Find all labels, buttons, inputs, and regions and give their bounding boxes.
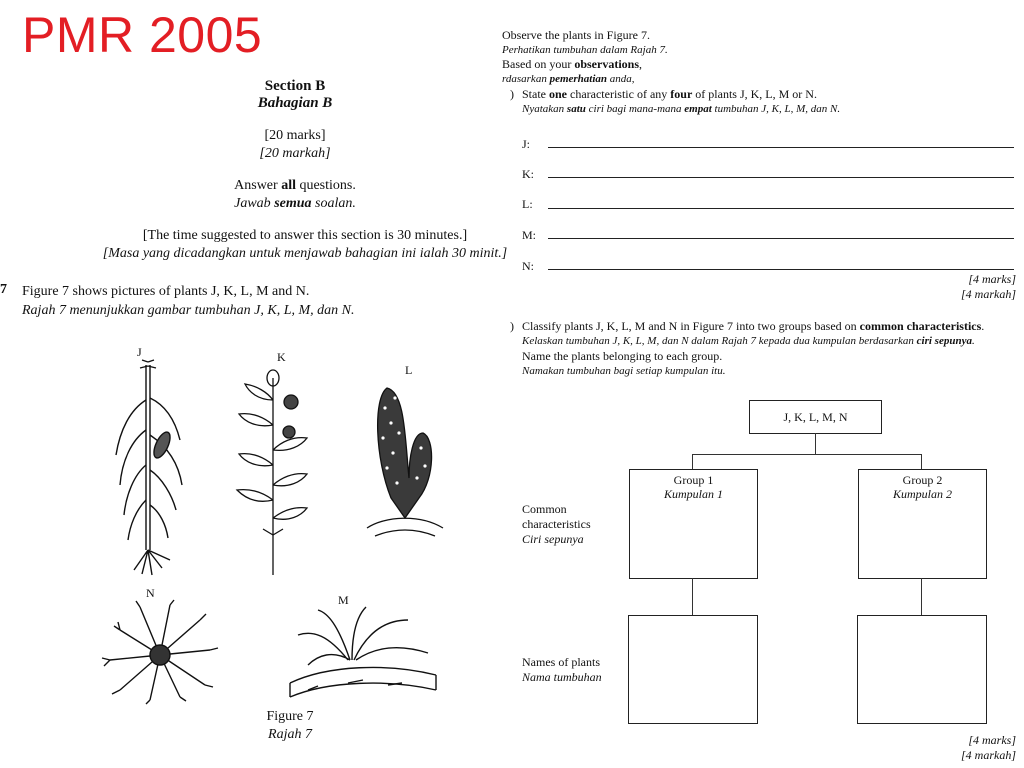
answer-line-j[interactable]	[548, 147, 1014, 148]
question-number: 7	[0, 282, 7, 297]
part-a-marks-en: [4 marks]	[968, 272, 1016, 286]
names-of-plants-label	[522, 655, 622, 685]
banner-title: PMR 2005	[22, 7, 263, 63]
answer-label-j: J:	[522, 137, 531, 151]
names-ms: Nama tumbuhan	[522, 670, 602, 684]
part-b-question	[522, 319, 1017, 379]
part-a-marks	[961, 272, 1016, 302]
connector-group1-names	[692, 578, 693, 615]
section-marks	[200, 127, 390, 163]
marks-ms: [20 markah]	[259, 146, 331, 161]
plant-label-j: J	[137, 345, 142, 359]
observe-ms: Perhatikan tumbuhan dalam Rajah 7.	[502, 43, 668, 56]
part-b-marks-ms: [4 markah]	[960, 748, 1016, 762]
based-ms: rdasarkan pemerhatian anda,	[502, 72, 635, 85]
observe-block	[502, 28, 668, 86]
common-ms: Ciri sepunya	[522, 532, 584, 546]
answer-label-l: L:	[522, 197, 533, 211]
figure-caption	[240, 708, 340, 744]
based-en: Based on your observations,	[502, 57, 642, 71]
answer-line-n[interactable]	[548, 269, 1014, 270]
answer-en: Answer all questions.	[234, 178, 356, 193]
connector-root	[815, 433, 816, 454]
observe-en: Observe the plants in Figure 7.	[502, 28, 650, 42]
time-ms: [Masa yang dicadangkan untuk menjawab bahagian ini ialah 30 minit.]	[102, 246, 508, 261]
section-header	[200, 78, 390, 112]
part-a-marker: )	[510, 87, 514, 101]
part-b-marks	[961, 733, 1016, 763]
part-b-marker: )	[510, 319, 514, 333]
plant-label-k: K	[277, 350, 286, 364]
part-b-ms: Kelaskan tumbuhan J, K, L, M, dan N dalam Rajah 7 kepada dua kumpulan berdasarkan ciri sepunya.	[522, 335, 975, 347]
plant-m-grass-illustration	[288, 605, 438, 700]
group2-label-en: Group 2	[902, 473, 943, 487]
names-en: Names of plants	[522, 655, 600, 669]
group2-names-box[interactable]	[857, 615, 987, 724]
answer-line-m[interactable]	[548, 238, 1014, 239]
connector-horizontal	[692, 454, 922, 455]
group1-characteristics-box[interactable]	[629, 469, 758, 579]
group1-label-en: Group 1	[673, 473, 714, 487]
section-title-en: Section B	[264, 78, 326, 94]
part-b-en: Classify plants J, K, L, M and N in Figure 7 into two groups based on common characteristics.	[522, 319, 985, 333]
answer-line-k[interactable]	[548, 177, 1014, 178]
part-b-marks-en: [4 marks]	[968, 733, 1016, 747]
question-intro-ms: Rajah 7 menunjukkan gambar tumbuhan J, K, L, M, dan N.	[22, 303, 355, 318]
common-en: Common characteristics	[522, 502, 591, 531]
answer-instruction	[170, 177, 420, 213]
question-intro-en: Figure 7 shows pictures of plants J, K, L, M and N.	[22, 284, 310, 299]
answer-line-l[interactable]	[548, 208, 1014, 209]
answer-ms: Jawab semua soalan.	[234, 196, 356, 211]
time-instruction	[100, 227, 510, 263]
plant-j-maize-illustration	[110, 360, 190, 585]
connector-group1	[692, 454, 693, 469]
connector-group2	[921, 454, 922, 469]
group1-label-ms: Kumpulan 1	[663, 487, 723, 501]
part-a-question	[522, 87, 840, 117]
figure-caption-en: Figure 7	[266, 709, 314, 724]
time-en: [The time suggested to answer this section is 30 minutes.]	[142, 228, 468, 243]
common-characteristics-label	[522, 502, 622, 547]
connector-group2-names	[921, 578, 922, 615]
group1-names-box[interactable]	[628, 615, 758, 724]
part-b-name-ms: Namakan tumbuhan bagi setiap kumpulan itu.	[522, 365, 726, 377]
plant-k-flowering-illustration	[233, 370, 313, 580]
part-b-name-en: Name the plants belonging to each group.	[522, 349, 723, 363]
part-a-en: State one characteristic of any four of plants J, K, L, M or N.	[522, 87, 817, 101]
answer-label-n: N:	[522, 259, 534, 273]
group2-characteristics-box[interactable]	[858, 469, 987, 579]
marks-en: [20 marks]	[264, 128, 326, 143]
group2-label-ms: Kumpulan 2	[892, 487, 952, 501]
figure-caption-ms: Rajah 7	[268, 727, 312, 742]
answer-label-m: M:	[522, 228, 537, 242]
section-title-ms: Bahagian B	[257, 95, 333, 111]
plant-label-m: M	[338, 593, 349, 607]
plant-n-clump-illustration	[100, 600, 220, 705]
part-a-marks-ms: [4 markah]	[960, 287, 1016, 301]
answer-label-k: K:	[522, 167, 534, 181]
part-a-ms: Nyatakan satu ciri bagi mana-mana empat tumbuhan J, K, L, M, dan N.	[522, 103, 841, 115]
plant-l-cactus-illustration	[365, 378, 445, 543]
root-box: J, K, L, M, N	[749, 400, 882, 434]
plant-label-l: L	[405, 363, 413, 377]
plant-label-n: N	[146, 586, 155, 600]
question-intro	[22, 282, 354, 320]
